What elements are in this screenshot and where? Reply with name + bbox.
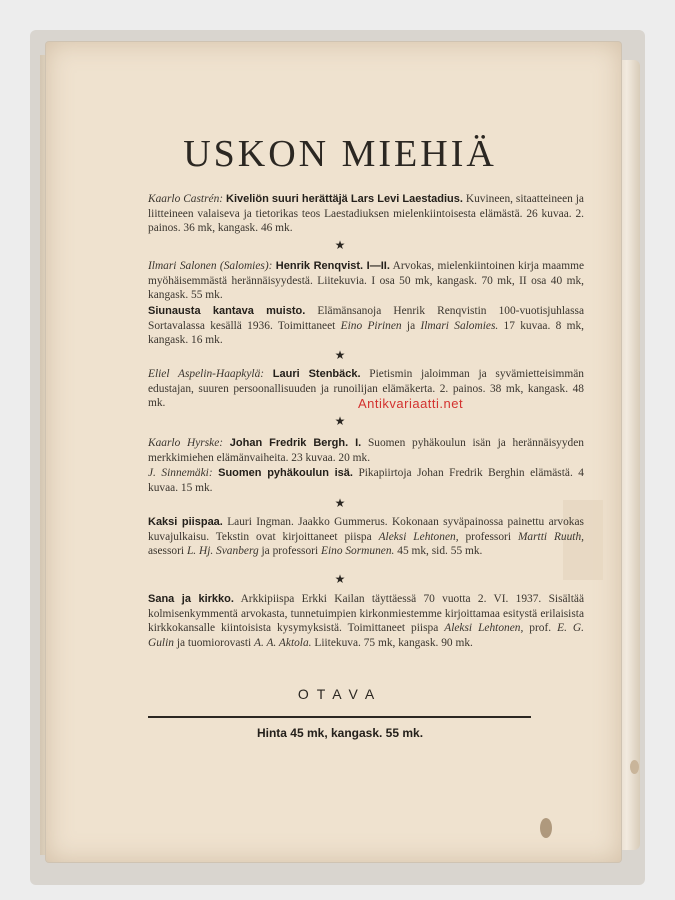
watermark: Antikvariaatti.net (358, 396, 464, 411)
entry-description: asessori (148, 545, 185, 558)
entry-description: professori (465, 530, 512, 543)
book-page-edge (618, 60, 640, 850)
publisher-name: OTAVA (297, 686, 383, 702)
entry-description: Liitekuva. 75 mk, kangask. 90 mk. (314, 636, 473, 649)
entry-description: ja professori (261, 545, 319, 558)
stain-mark (540, 818, 552, 838)
entry-editor: Aleksi Lehtonen, (444, 622, 524, 635)
price-line: Hinta 45 mk, kangask. 55 mk. (256, 726, 424, 740)
star-separator: ★ (334, 414, 346, 428)
entry-description: Arvokas, mielenkiintoinen kirja maamme myöhäisemmästä herännäisyydestä. Liitekuvia. I osa 50 mk, kangask. 70 mk, II osa 40 mk, kangask. 55 mk. (148, 260, 584, 302)
entry-author: Ilmari Salonen (Salomies): (148, 260, 273, 272)
entry-title: Kaksi piispaa. (148, 516, 223, 528)
entry-description: Arkkipiispa Erkki Kailan täyttäessä 70 vuotta 2. VI. 1937. Sisältää kolmisenkymmentä arvokasta, tunnetuimpien kirkonmiestemme kirjoittamaa esitystä erilaisista kirkkokansalle kiintoisista kysymyksistä. Toimittaneet piispa (148, 593, 584, 635)
book-entry (148, 192, 584, 236)
entry-description: Lauri Ingman. Jaakko Gummerus. Kokonaan syväpainossa painettu arvokas kuvajulkaisu. Tekstin ovat kirjoittaneet piispa (148, 516, 584, 543)
star-separator: ★ (334, 348, 346, 362)
entry-description: 45 mk, sid. 55 mk. (397, 545, 483, 558)
star-separator: ★ (334, 572, 346, 586)
entry-editor: L. Hj. Svanberg (186, 545, 259, 558)
entry-author: J. Sinnemäki: (148, 467, 213, 479)
entry-title: Suomen pyhäkoulun isä. (218, 467, 353, 479)
star-separator: ★ (334, 238, 346, 252)
entry-editor: Martti Ruuth, (517, 530, 585, 543)
divider (148, 716, 531, 718)
book-entry (148, 436, 584, 465)
book-entry (148, 515, 584, 559)
entry-description: Pietismin jaloimman ja syvämietteisimmän edustajan, suuren persoonallisuuden ja runoilijan elämäkerta. 2. painos. 38 mk, kangask. 48 mk. (148, 368, 584, 410)
entry-description: prof. (529, 622, 552, 635)
entry-description: Elämänsanoja Henrik Renqvistin 100-vuotisjuhlassa Sortavalassa kesällä 1936. Toimittaneet (148, 305, 584, 332)
entry-author: Kaarlo Hyrske: (148, 437, 224, 449)
entry-conjunction: ja (406, 319, 416, 332)
entry-title: Johan Fredrik Bergh. I. (229, 437, 362, 449)
entry-title: Lauri Stenbäck. (272, 368, 361, 380)
book-entry (148, 304, 584, 348)
entry-description: 17 kuvaa. 8 mk, kangask. 16 mk. (148, 319, 584, 347)
entry-editor: Ilmari Salomies. (420, 319, 499, 332)
entry-title: Siunausta kantava muisto. (148, 305, 306, 317)
entry-editor: Eino Sormunen. (321, 545, 395, 558)
book-entry (148, 466, 584, 495)
stain-mark (630, 760, 639, 774)
series-title: USKON MIEHIÄ (183, 133, 497, 175)
entry-editor: E. G. Gulin (148, 622, 584, 649)
entry-description: Kuvineen, sitaatteineen ja liitteineen valaiseva ja tietorikas teos Laestadiuksen mielenkiintoisesta elämästä. 26 kuvaa. 2. painos. 36 mk, kangask. 46 mk. (148, 193, 584, 235)
entry-editor: A. A. Aktola. (254, 636, 312, 649)
book-entry (148, 592, 584, 650)
entry-description: Suomen pyhäkoulun isän ja herännäisyyden merkkimiehen elämänvaiheita. 23 kuvaa. 20 mk. (148, 437, 585, 464)
entry-editor: Eino Pirinen (340, 319, 402, 332)
book-entry (148, 259, 584, 303)
entry-title: Kiveliön suuri herättäjä Lars Levi Laestadius. (226, 193, 463, 205)
star-separator: ★ (334, 496, 346, 510)
entry-author: Kaarlo Castrén: (148, 193, 224, 205)
entry-description: Pikapiirtoja Johan Fredrik Berghin elämästä. 4 kuvaa. 15 mk. (148, 467, 584, 494)
entry-title: Sana ja kirkko. (148, 593, 234, 605)
entry-author: Eliel Aspelin-Haapkylä: (148, 368, 265, 380)
entry-title: Henrik Renqvist. I—II. (275, 260, 390, 272)
entry-description: ja tuomiorovasti (176, 636, 252, 649)
entry-editor: Aleksi Lehtonen, (378, 530, 459, 543)
